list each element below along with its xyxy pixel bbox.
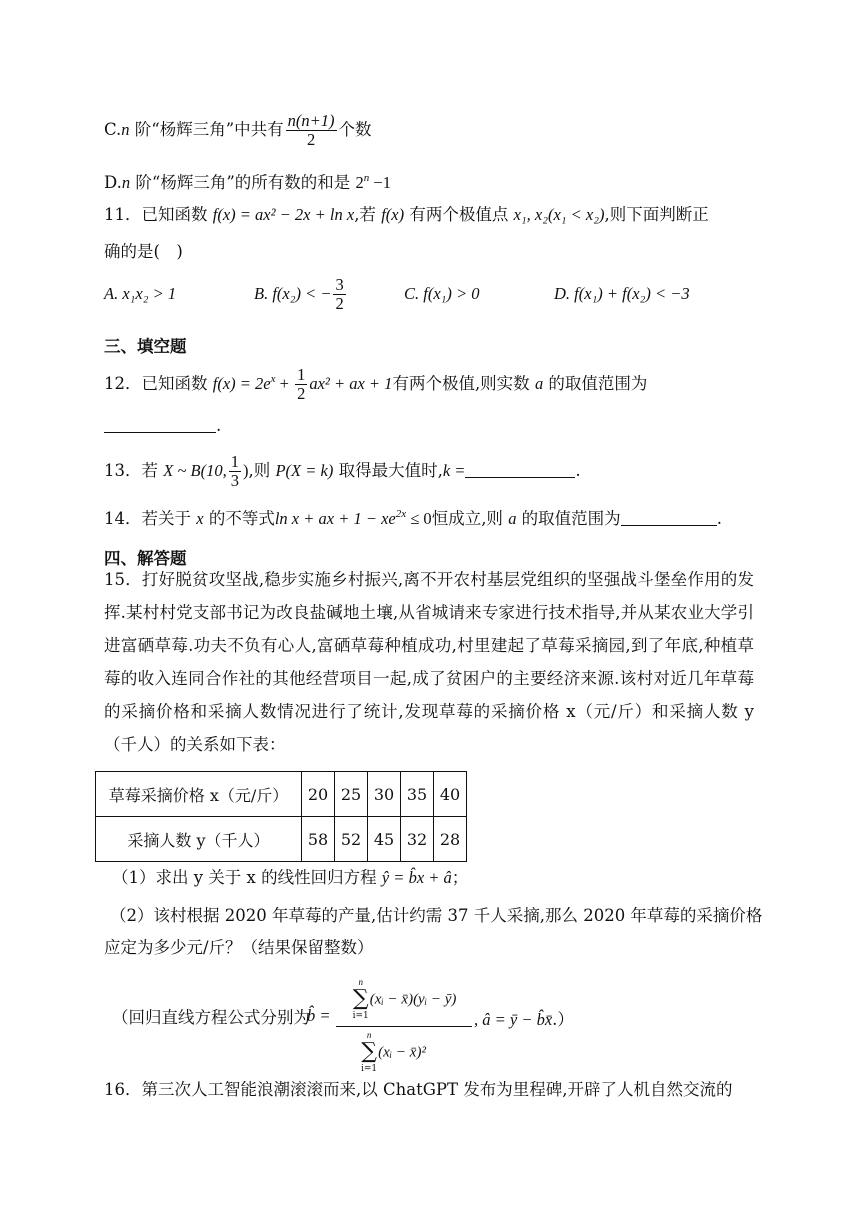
q15-data-table	[95, 771, 467, 862]
option-d-line	[104, 166, 391, 195]
option-c-var-n: n	[121, 120, 130, 139]
option-c-line	[104, 112, 372, 149]
q13-text-1: 若	[141, 461, 164, 480]
q12-text-2: 有两个极值,则实数	[392, 374, 535, 393]
q15-formula-denominator	[336, 1027, 472, 1075]
q13-number: 13．	[104, 461, 142, 480]
option-d-prefix: D.	[104, 173, 122, 192]
q14-text-2: 的不等式	[203, 509, 275, 528]
q11-option-b-frac-den: 2	[335, 294, 344, 313]
q13-formula-prob: P(X = k)	[275, 461, 334, 480]
option-c-prefix: C.	[104, 120, 122, 139]
q14-formula-post: ≤ 0	[406, 509, 432, 528]
q16-line-1: 16．第三次人工智能浪潮滚滚而来,以 ChatGPT 发布为里程碑,开辟了人机自然交流的	[104, 1080, 733, 1099]
q12-formula-plus: +	[275, 374, 294, 393]
q13-answer-blank[interactable]	[465, 459, 575, 478]
table-cell: 30	[368, 772, 401, 817]
table-row-people	[96, 817, 467, 862]
q15-formula-b-hat	[307, 1006, 331, 1026]
sum-bottom: i=1	[352, 1011, 369, 1021]
sum-bottom: i=1	[361, 1064, 378, 1074]
option-d-var-n: n	[121, 173, 131, 192]
q13-text-2: ,则	[248, 461, 276, 480]
table-cell: 45	[368, 817, 401, 862]
q14-var-a: a	[508, 509, 517, 528]
table-cell-people-label: 采摘人数 y（千人）	[96, 817, 302, 862]
q11-line-2: 确的是( )	[104, 242, 183, 261]
q13-line	[104, 453, 581, 490]
option-d-formula-base: 2	[355, 173, 364, 192]
option-d-formula-exp: n	[363, 172, 370, 184]
table-cell: 32	[401, 817, 434, 862]
table-cell: 52	[335, 817, 368, 862]
q11-option-d: D. f(x₁) + f(x₂) < −3	[554, 284, 690, 303]
q15-formula-num-text: (xᵢ − x̄)(yᵢ − ȳ)	[369, 991, 457, 1008]
q15-formula-den-text: (xᵢ − x̄)²	[378, 1044, 426, 1061]
table-cell: 35	[401, 772, 434, 817]
section-4-heading: 四、解答题	[104, 549, 187, 568]
table-row-price	[96, 772, 467, 817]
q14-formula-pre: ln x + ax + 1 − xe	[274, 509, 396, 528]
q15-formula-a-hat	[474, 1006, 574, 1030]
table-cell: 40	[434, 772, 467, 817]
option-c-frac-num: n(n+1)	[287, 111, 335, 130]
sum-top: n	[358, 977, 363, 987]
table-cell-price-label: 草莓采摘价格 x（元/斤）	[96, 772, 302, 817]
q12-text-3: 的取值范围为	[543, 374, 648, 393]
sum-top: n	[366, 1030, 372, 1040]
q15-part-1-end: ；	[451, 868, 469, 887]
q11-line-1	[104, 203, 709, 227]
table-cell: 25	[335, 772, 368, 817]
q15-part-2-line-1: （2）该村根据 2020 年草莓的产量,估计约需 37 千人采摘,那么 2020 年草莓的采摘价格	[110, 906, 763, 925]
q15-part-2-line-2: 应定为多少元/斤？（结果保留整数）	[104, 938, 374, 957]
q15-paragraph: 15．打好脱贫攻坚战,稳步实施乡村振兴,离不开农村基层党组织的坚强战斗堡垒作用的发挥.某村村党支部书记为改良盐碱地土壤,从省城请来专家进行技术指导,并从某农业大学引进富硒草莓.功夫不负有心人,富硒草莓种植成功,村里建起了草莓采摘园,到了年底,种植草莓的收入连同合作社的其他经营项目一起,成了贫困户的主要经济来源.该村对近几年草莓的采摘价格和采摘人数情况进行了统计,发现草莓的采摘价格 x（元/斤）和采摘人数 y（千人）的关系如下表：	[104, 570, 754, 754]
q15-formula-fraction	[336, 976, 472, 1075]
q11-text-2: ,若	[354, 205, 382, 224]
q12-number: 12．	[104, 374, 142, 393]
option-c-fraction	[286, 112, 337, 149]
q12-var-a: a	[534, 374, 544, 393]
q11-text-3: 有两个极值点	[404, 205, 514, 224]
q11-text-1: 已知函数	[141, 205, 213, 224]
q14-text-4: 的取值范围为	[516, 509, 621, 528]
q15-formula-numerator	[336, 976, 472, 1027]
q12-end: .	[216, 416, 222, 435]
q11-option-c: C. f(x₁) > 0	[404, 284, 480, 303]
q11-formula-extrema: x₁, x₂(x₁ < x₂)	[513, 205, 605, 224]
q13-formula-pre: X ~ B(10,	[163, 461, 227, 480]
q11-option-a: A. x₁x₂ > 1	[104, 284, 177, 303]
q11-text-4: ,则下面判断正	[604, 205, 709, 224]
q12-frac-den: 2	[297, 384, 306, 403]
summation-icon: n ∑ i=1	[352, 977, 369, 1021]
q12-fraction	[295, 366, 307, 403]
q12-line-2	[104, 414, 221, 438]
summation-icon: n ∑ i=1	[361, 1030, 378, 1074]
q15-formula-intro: （回归直线方程公式分别为	[112, 1008, 310, 1027]
q15-part-1	[112, 866, 468, 890]
q14-text-1: 若关于	[141, 509, 197, 528]
q11-option-b-frac-num: 3	[335, 275, 344, 294]
q15-part-1-formula: ŷ = b̂x + â	[381, 868, 452, 887]
q14-end: .	[716, 509, 722, 528]
q15-part-1-text: （1）求出 y 关于 x 的线性回归方程	[112, 868, 382, 887]
q15-formula-line	[112, 1006, 310, 1030]
q12-text-1: 已知函数	[141, 374, 213, 393]
q12-answer-blank[interactable]	[104, 414, 216, 433]
q13-formula-post: )	[242, 461, 249, 480]
q11-number: 11．	[104, 205, 142, 224]
q12-formula-pre: f(x) = 2e	[212, 374, 271, 393]
option-d-text: 阶“杨辉三角”的所有数的和是	[130, 173, 356, 192]
q13-formula-k: k =	[442, 461, 466, 480]
q14-answer-blank[interactable]	[621, 507, 717, 526]
q11-option-b	[254, 276, 348, 313]
q15-formula-end: .）	[552, 1010, 574, 1029]
q15-formula-a-text: , â = ȳ − b̂x̄	[474, 1010, 553, 1029]
option-c-frac-den: 2	[306, 130, 316, 149]
q11-option-b-text: B. f(x₂) < −	[254, 284, 332, 303]
q13-frac-num: 1	[230, 452, 239, 471]
q14-formula-exp: 2x	[395, 508, 407, 520]
q12-formula-post: ax² + ax + 1	[309, 374, 393, 393]
option-c-text-end: 个数	[338, 120, 372, 139]
q12-formula-exp: x	[270, 373, 276, 385]
q14-text-3: 恒成立,则	[431, 509, 509, 528]
q15-formula-b-label: b̂ =	[307, 1006, 331, 1025]
q11-formula-fx: f(x)	[381, 205, 405, 224]
table-cell: 20	[302, 772, 335, 817]
q13-text-3: 取得最大值时,	[333, 461, 443, 480]
q14-var-x: x	[196, 509, 204, 528]
option-d-formula-rest: −1	[369, 173, 391, 192]
q14-number: 14．	[104, 509, 142, 528]
q12-line-1	[104, 366, 647, 403]
q13-frac-den: 3	[230, 471, 239, 490]
q13-end: .	[575, 461, 581, 480]
table-cell: 28	[434, 817, 467, 862]
q12-frac-num: 1	[297, 365, 306, 384]
q13-fraction	[229, 453, 241, 490]
q11-formula-function: f(x) = ax² − 2x + ln x	[212, 205, 355, 224]
q11-option-b-fraction	[333, 276, 345, 313]
option-c-text: 阶“杨辉三角”中共有	[129, 120, 284, 139]
table-cell: 58	[302, 817, 335, 862]
section-3-heading: 三、填空题	[104, 337, 187, 356]
q14-line	[104, 502, 722, 531]
